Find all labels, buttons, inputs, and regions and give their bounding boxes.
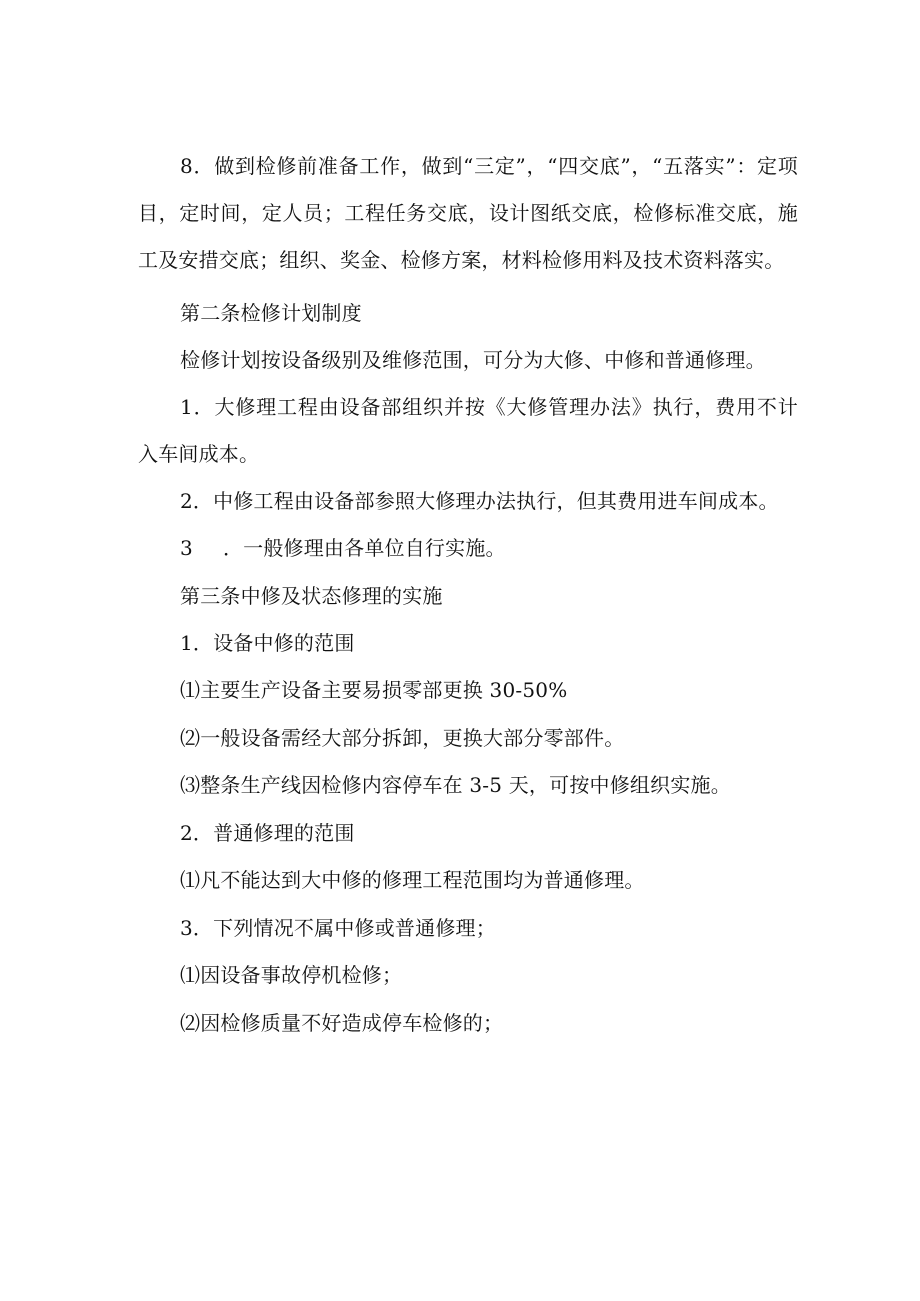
paragraph-item-3-general <box>180 525 800 572</box>
paragraph-plan-intro: 检修计划按设备级别及维修范围，可分为大修、中修和普通修理。 <box>180 348 766 372</box>
paragraph-exclusion-2: ⑵因检修质量不好造成停车检修的； <box>180 1011 504 1035</box>
article-2-heading: 第二条检修计划制度 <box>180 301 362 325</box>
paragraph-medium-scope-3: ⑶整条生产线因检修内容停车在 3-5 天，可按中修组织实施。 <box>180 773 731 797</box>
paragraph-exclusion-1: ⑴因设备事故停机检修； <box>180 963 403 987</box>
paragraph-general-scope: 2．普通修理的范围 <box>180 821 355 845</box>
paragraph-general-scope-1: ⑴凡不能达到大中修的修理工程范围均为普通修理。 <box>180 868 645 892</box>
article-3-heading: 第三条中修及状态修理的实施 <box>180 584 443 608</box>
paragraph-prep-work: 8．做到检修前准备工作，做到“三定”，“四交底”，“五落实”：定项目，定时间，定人员；工程任务交底，设计图纸交底，检修标准交底，施工及安措交底；组织、奖金、检修方案，材料检修用料及技术资料落实。 <box>138 154 798 272</box>
paragraph-medium-scope: 1．设备中修的范围 <box>180 631 355 655</box>
paragraph-item-1-overhaul: 1．大修理工程由设备部组织并按《大修管理办法》执行，费用不计入车间成本。 <box>138 395 798 466</box>
item-number: 3 <box>180 536 193 560</box>
item-text: ．一般修理由各单位自行实施。 <box>222 536 506 560</box>
paragraph-medium-scope-1: ⑴主要生产设备主要易损零部更换 30-50% <box>180 678 568 702</box>
paragraph-item-2-medium: 2．中修工程由设备部参照大修理办法执行，但其费用进车间成本。 <box>180 489 779 513</box>
paragraph-exclusions: 3．下列情况不属中修或普通修理； <box>180 916 496 940</box>
paragraph-medium-scope-2: ⑵一般设备需经大部分拆卸，更换大部分零部件。 <box>180 726 625 750</box>
